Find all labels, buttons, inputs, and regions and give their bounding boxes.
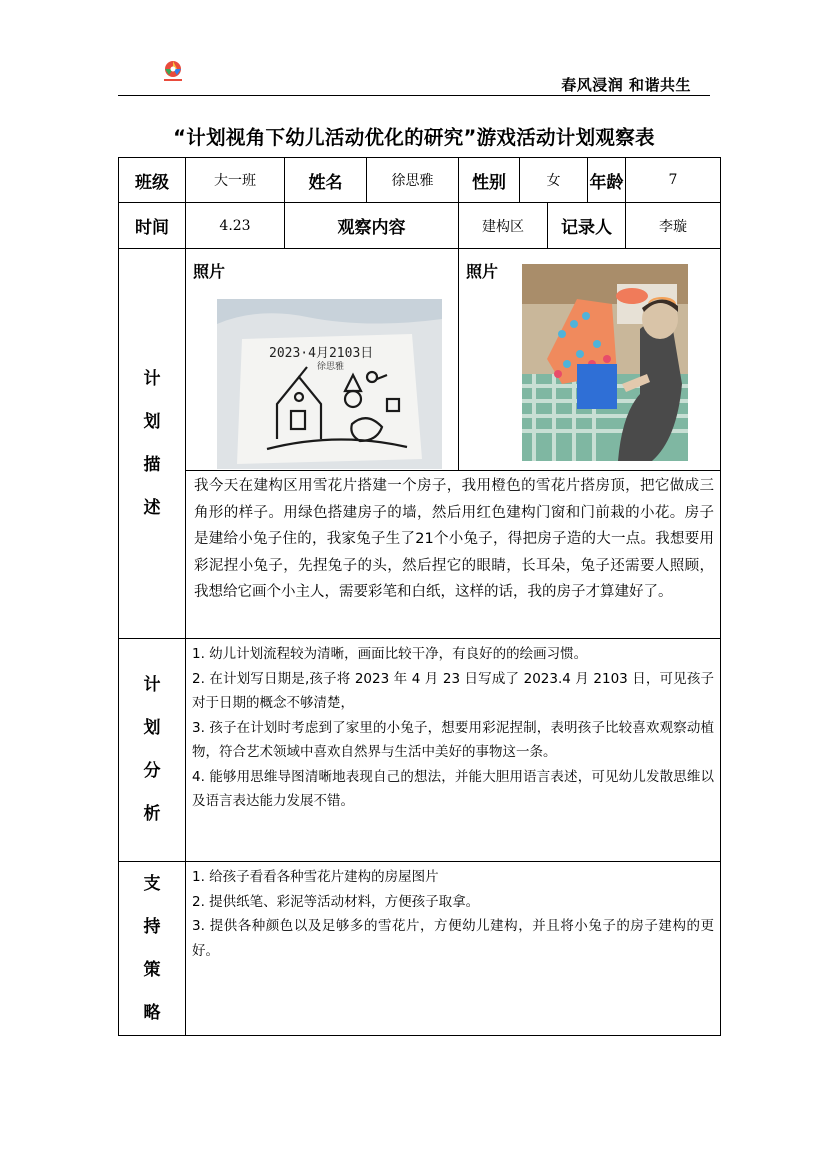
description-row [119, 471, 721, 639]
strategy-row [119, 862, 721, 1036]
photo1-cell [186, 249, 459, 471]
photo1-label: 照片 [193, 262, 226, 281]
analysis-item: 4. 能够用思维导图清晰地表现自己的想法，并能大胆用语言表述，可见幼儿发散思维以及语言表达能力发展不错。 [192, 768, 714, 809]
analysis-item: 2. 在计划写日期是,孩子将 2023 年 4 月 23 日写成了 2023.4 月 2103 日，可见孩子对于日期的概念不够清楚， [192, 670, 714, 711]
plan-description-text: 我今天在建构区用雪花片搭建一个房子，我用橙色的雪花片搭房顶，把它做成三角形的样子。用绿色搭建房子的墙，然后用红色建构门窗和门前栽的小花。房子是建给小兔子住的，我家兔子生了21个小兔子，得把房子造的大一点。我想要用彩泥捏小兔子，先捏兔子的头，然后捏它的眼睛，长耳朵，兔子还需要人照顾，我想给它画个小主人，需要彩笔和白纸，这样的话，我的房子才算建好了。 [194, 478, 714, 600]
class-label: 班级 [119, 158, 186, 203]
observation-table [118, 157, 721, 1036]
photo2-cell [459, 249, 721, 471]
info-row-1 [119, 158, 721, 203]
header-motto: 春风浸润 和谐共生 [561, 76, 691, 94]
time-value: 4.23 [186, 203, 285, 249]
plan-description-heading: 计 划 描 述 [119, 249, 186, 639]
support-strategy-list [186, 862, 720, 963]
support-strategy-cell [186, 862, 721, 1036]
info-row-2 [119, 203, 721, 249]
class-value: 大一班 [186, 158, 285, 203]
recorder-label: 记录人 [548, 203, 626, 249]
content-value: 建构区 [459, 203, 548, 249]
strategy-item: 1. 给孩子看看各种雪花片建构的房屋图片 [192, 869, 439, 885]
gender-label: 性别 [459, 158, 520, 203]
content-label: 观察内容 [285, 203, 459, 249]
description-cell [186, 471, 721, 639]
analysis-row [119, 639, 721, 862]
analysis-item: 1. 幼儿计划流程较为清晰，画面比较干净，有良好的的绘画习惯。 [192, 646, 588, 662]
time-label: 时间 [119, 203, 186, 249]
plan-analysis-list [186, 639, 720, 814]
photo-row [119, 249, 721, 471]
child-building-photo [522, 264, 688, 461]
header-divider [118, 95, 710, 96]
child-drawing-photo [217, 299, 442, 469]
age-value: 7 [626, 158, 721, 203]
school-logo-icon [160, 58, 186, 84]
plan-analysis-heading: 计 划 分 析 [119, 639, 186, 862]
page-title: “计划视角下幼儿活动优化的研究”游戏活动计划观察表 [173, 126, 655, 149]
plan-analysis-cell [186, 639, 721, 862]
age-label: 年龄 [588, 158, 626, 203]
strategy-item: 2. 提供纸笔、彩泥等活动材料，方便孩子取拿。 [192, 893, 480, 910]
strategy-item: 3. 提供各种颜色以及足够多的雪花片，方便幼儿建构，并且将小兔子的房子建构的更好。 [192, 918, 714, 959]
name-value: 徐思雅 [367, 158, 459, 203]
support-strategy-heading: 支 持 策 略 [119, 862, 186, 1036]
drawing-date-text: 2023·4月2103日 [269, 346, 374, 361]
name-label: 姓名 [285, 158, 367, 203]
svg-text:徐思雅: 徐思雅 [317, 362, 345, 372]
analysis-item: 3. 孩子在计划时考虑到了家里的小兔子，想要用彩泥捏制，表明孩子比较喜欢观察动植物，符合艺术领域中喜欢自然界与生活中美好的事物这一条。 [192, 719, 714, 760]
photo2-label: 照片 [466, 262, 499, 281]
recorder-value: 李璇 [626, 203, 721, 249]
gender-value: 女 [520, 158, 588, 203]
